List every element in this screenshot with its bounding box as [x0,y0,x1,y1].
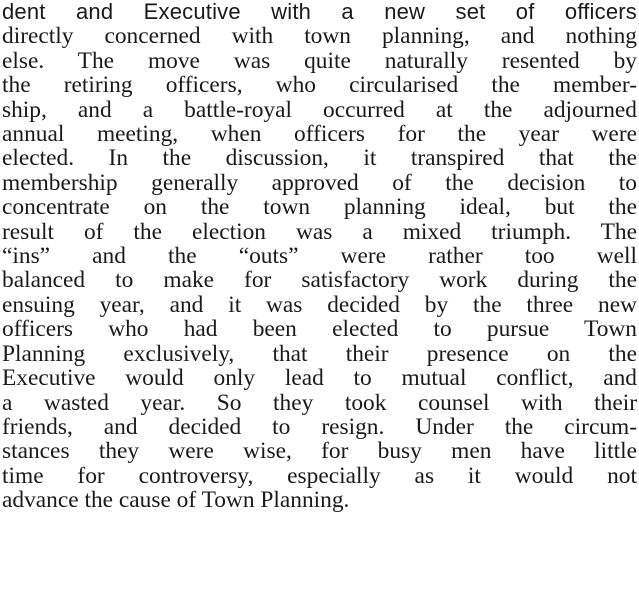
text-line: balanced to make for satisfactory work during the [2,267,637,294]
text-line: result of the election was a mixed triumph. The [2,218,637,245]
text-line: annual meeting, when officers for the year were [2,121,637,148]
text-line: else. The move was quite naturally resented by [2,47,637,74]
text-line: advance the cause of Town Planning. [2,487,350,514]
text-line: the retiring officers, who circularised the member- [2,72,637,99]
text-line: ensuing year, and it was decided by the three new [2,291,637,318]
text-line: a wasted year. So they took counsel with their [2,389,637,416]
text-line: concentrate on the town planning ideal, but the [2,194,637,221]
text-line: “ins” and the “outs” were rather too well [2,243,637,270]
text-line: Executive would only lead to mutual conflict, and [2,365,637,392]
text-line: friends, and decided to resign. Under the circum- [2,413,637,440]
text-line: officers who had been elected to pursue Town [2,316,637,343]
text-line: Planning exclusively, that their presence on the [2,340,637,367]
text-line: stances they were wise, for busy men have little [2,438,637,465]
text-line: elected. In the discussion, it transpired that the [2,145,637,172]
text-line: ship, and a battle-royal occurred at the adjourned [2,96,637,123]
document-page [2,0,637,513]
text-line: membership generally approved of the decision to [2,169,637,196]
text-line: directly concerned with town planning, and nothing [2,23,637,50]
text-line: time for controversy, especially as it would not [2,462,637,489]
text-line: dent and Executive with a new set of officers [2,0,637,24]
